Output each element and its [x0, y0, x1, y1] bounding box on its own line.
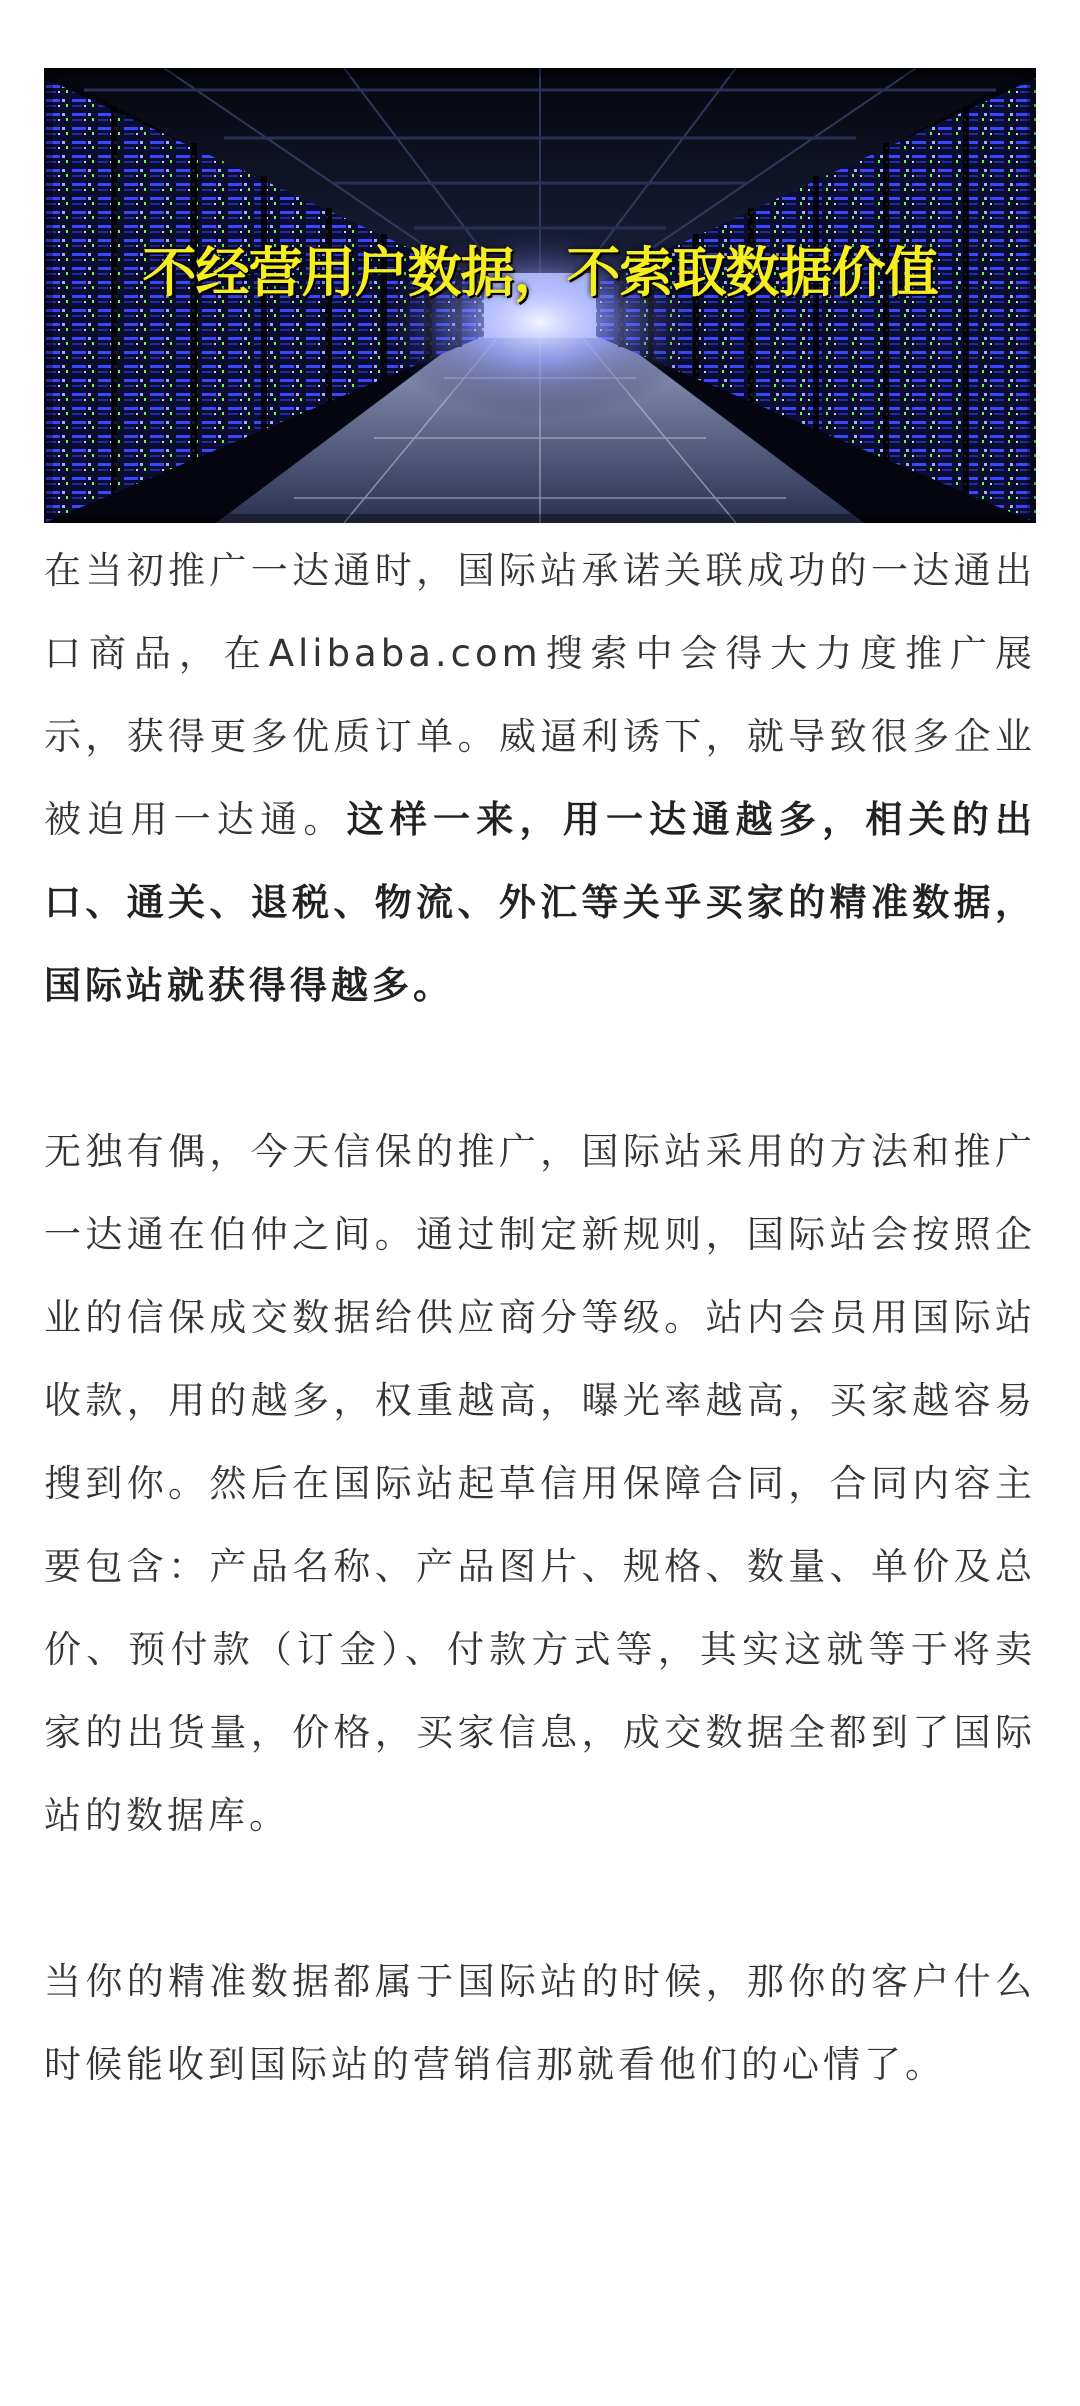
- paragraph-3: 当你的精准数据都属于国际站的时候，那你的客户什么时候能收到国际站的营销信那就看他们的心情了。: [44, 1960, 1036, 2086]
- paragraph-2: 无独有偶，今天信保的推广，国际站采用的方法和推广一达通在伯仲之间。通过制定新规则，国际站会按照企业的信保成交数据给供应商分等级。站内会员用国际站收款，用的越多，权重越高，曝光率越高，买家越容易搜到你。然后在国际站起草信用保障合同，合同内容主要包含：产品名称、产品图片、规格、数量、单价及总价、预付款（订金）、付款方式等，其实这就等于将卖家的出货量，价格，买家信息，成交数据全都到了国际站的数据库。: [44, 1130, 1036, 1837]
- article-body: [44, 529, 1036, 2106]
- paragraph-1-text: 在当初推广一达通时，国际站承诺关联成功的一达通出口商品，在Alibaba.com搜索中会得大力度推广展示，获得更多优质订单。威逼利诱下，就导致很多企业被迫用一达通。: [44, 549, 1036, 841]
- hero-image: [44, 68, 1036, 523]
- article: [44, 68, 1036, 2106]
- hero-caption: 不经营用户数据，不索取数据价值: [142, 241, 938, 304]
- paragraph-1-emphasis: 这样一来，用一达通越多，相关的出口、通关、退税、物流、外汇等关乎买家的精准数据，国际站就获得得越多。: [44, 798, 1037, 1007]
- paragraph-1: [44, 529, 1036, 1027]
